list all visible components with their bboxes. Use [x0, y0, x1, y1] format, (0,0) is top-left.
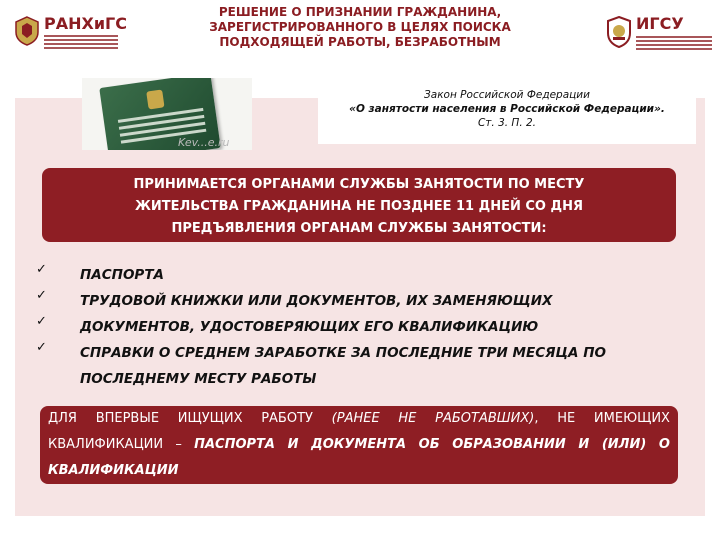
law-reference	[318, 82, 696, 144]
list-item-text: ТРУДОВОЙ КНИЖКИ ИЛИ ДОКУМЕНТОВ, ИХ ЗАМЕНЯЮЩИХ	[80, 293, 553, 309]
note-documents-text: ПАСПОРТА И ДОКУМЕНТА ОБ ОБРАЗОВАНИИ И (ИЛИ) О КВАЛИФИКАЦИИ	[48, 437, 670, 478]
checkmark-icon: ✓	[36, 314, 47, 329]
crest-icon	[14, 16, 40, 46]
igsu-logo-subtitle	[636, 36, 712, 52]
checkmark-icon: ✓	[36, 288, 47, 303]
list-item-text: СПРАВКИ О СРЕДНЕМ ЗАРАБОТКЕ ЗА ПОСЛЕДНИЕ ТРИ МЕСЯЦА ПО ПОСЛЕДНЕМУ МЕСТУ РАБОТЫ	[80, 345, 606, 387]
ranepa-logo-subtitle	[44, 35, 118, 51]
image-watermark: Kev...e.ru	[178, 136, 230, 149]
list-item	[36, 340, 696, 392]
first-time-seekers-note	[40, 406, 678, 484]
law-name: Закон Российской Федерации	[424, 89, 590, 101]
slide-title-line: ПОДХОДЯЩЕЙ РАБОТЫ, БЕЗРАБОТНЫМ	[219, 35, 501, 49]
igsu-logo	[606, 14, 716, 54]
slide-title	[190, 5, 530, 50]
igsu-brand-text: ИГСУ	[636, 14, 684, 33]
checkmark-icon: ✓	[36, 340, 47, 355]
slide-header	[0, 0, 720, 62]
banner-line: ПРИНИМАЕТСЯ ОРГАНАМИ СЛУЖБЫ ЗАНЯТОСТИ ПО МЕСТУ	[133, 177, 585, 192]
note-text: ДЛЯ ВПЕРВЫЕ ИЩУЩИХ РАБОТУ	[48, 411, 332, 426]
slide-title-line: ЗАРЕГИСТРИРОВАННОГО В ЦЕЛЯХ ПОИСКА	[209, 20, 511, 34]
checkmark-icon: ✓	[36, 262, 47, 277]
note-text: , НЕ ИМЕЮЩИХ КВАЛИФИКАЦИИ –	[48, 411, 670, 452]
emblem-icon	[606, 16, 632, 48]
law-book-image	[82, 78, 252, 150]
banner-line: ЖИТЕЛЬСТВА ГРАЖДАНИНА НЕ ПОЗДНЕЕ 11 ДНЕЙ СО ДНЯ	[135, 199, 583, 214]
slide-title-line: РЕШЕНИЕ О ПРИЗНАНИИ ГРАЖДАНИНА,	[218, 5, 502, 19]
book-emblem-icon	[146, 89, 164, 109]
ranepa-logo	[14, 12, 127, 52]
list-item-text: ДОКУМЕНТОВ, УДОСТОВЕРЯЮЩИХ ЕГО КВАЛИФИКАЦИЮ	[80, 319, 539, 335]
list-item	[36, 314, 696, 340]
law-article: Ст. 3. П. 2.	[477, 117, 537, 129]
law-title: «О занятости населения в Российской Федерации».	[349, 103, 665, 115]
list-item	[36, 262, 696, 288]
decision-banner	[42, 168, 676, 242]
note-text-italic: (РАНЕЕ НЕ РАБОТАВШИХ)	[331, 411, 535, 426]
required-documents-list	[36, 262, 696, 392]
banner-line: ПРЕДЪЯВЛЕНИЯ ОРГАНАМ СЛУЖБЫ ЗАНЯТОСТИ:	[171, 221, 547, 236]
list-item-text: ПАСПОРТА	[80, 267, 164, 283]
ranepa-brand-text: РАНХиГС	[44, 14, 127, 33]
list-item	[36, 288, 696, 314]
